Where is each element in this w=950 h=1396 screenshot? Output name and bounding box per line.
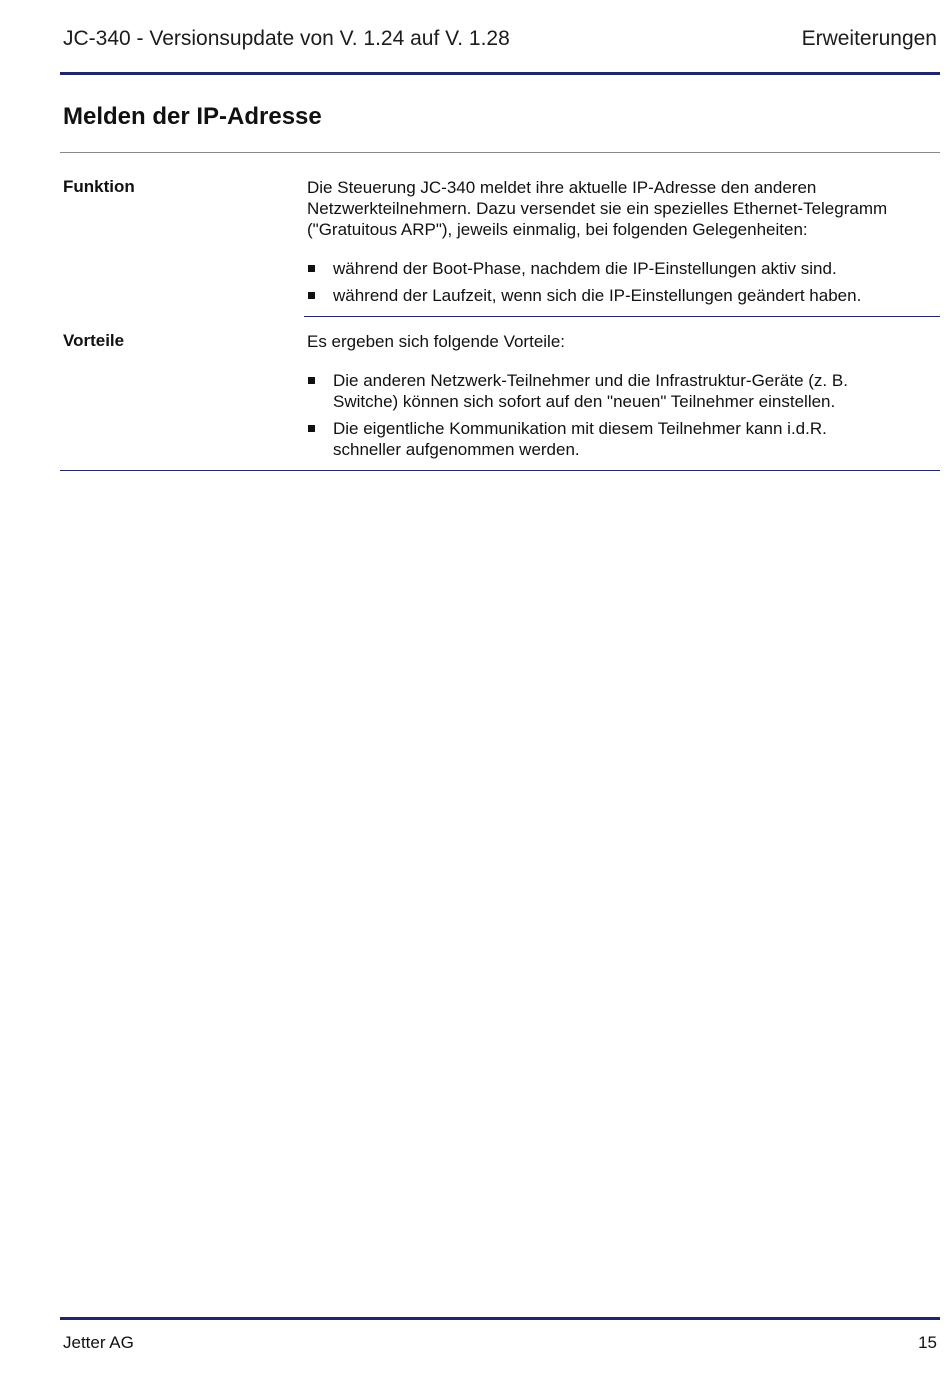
heading-divider: [60, 152, 940, 153]
square-bullet-icon: [308, 377, 315, 384]
text-line: Netzwerkteilnehmern. Dazu versendet sie ein spezielles Ethernet-Telegramm: [307, 199, 888, 218]
square-bullet-icon: [308, 425, 315, 432]
chapter-name: Erweiterungen: [801, 27, 937, 50]
text-line: ("Gratuitous ARP"), jeweils einmalig, bei folgenden Gelegenheiten:: [307, 220, 808, 239]
row-divider: [304, 316, 940, 317]
text-line: während der Laufzeit, wenn sich die IP-Einstellungen geändert haben.: [333, 286, 862, 305]
square-bullet-icon: [308, 292, 315, 299]
list-item: [307, 258, 937, 279]
section-end-divider: [60, 470, 940, 471]
square-bullet-icon: [308, 265, 315, 272]
footer-divider: [60, 1317, 940, 1320]
funktion-description: [307, 177, 937, 240]
list-item: [307, 418, 937, 460]
document-title: JC-340 - Versionsupdate von V. 1.24 auf V. 1.28: [63, 27, 510, 50]
vorteile-description: [307, 331, 937, 352]
row-label-vorteile: Vorteile: [63, 331, 125, 350]
header-divider: [60, 72, 940, 75]
section-heading: Melden der IP-Adresse: [63, 103, 322, 130]
text-line: Es ergeben sich folgende Vorteile:: [307, 332, 566, 351]
list-item: [307, 285, 937, 306]
funktion-bullet-list: [307, 258, 937, 312]
page-number: 15: [918, 1333, 937, 1352]
text-line: Switche) können sich sofort auf den "neuen" Teilnehmer einstellen.: [333, 392, 836, 411]
footer-company-name: Jetter AG: [63, 1333, 134, 1352]
text-line: schneller aufgenommen werden.: [333, 440, 580, 459]
text-line: Die eigentliche Kommunikation mit diesem Teilnehmer kann i.d.R.: [333, 419, 827, 438]
text-line: Die anderen Netzwerk-Teilnehmer und die Infrastruktur-Geräte (z. B.: [333, 371, 848, 390]
list-item: [307, 370, 937, 412]
text-line: Die Steuerung JC-340 meldet ihre aktuelle IP-Adresse den anderen: [307, 178, 817, 197]
vorteile-bullet-list: [307, 370, 937, 466]
row-label-funktion: Funktion: [63, 177, 135, 196]
text-line: während der Boot-Phase, nachdem die IP-Einstellungen aktiv sind.: [333, 259, 837, 278]
